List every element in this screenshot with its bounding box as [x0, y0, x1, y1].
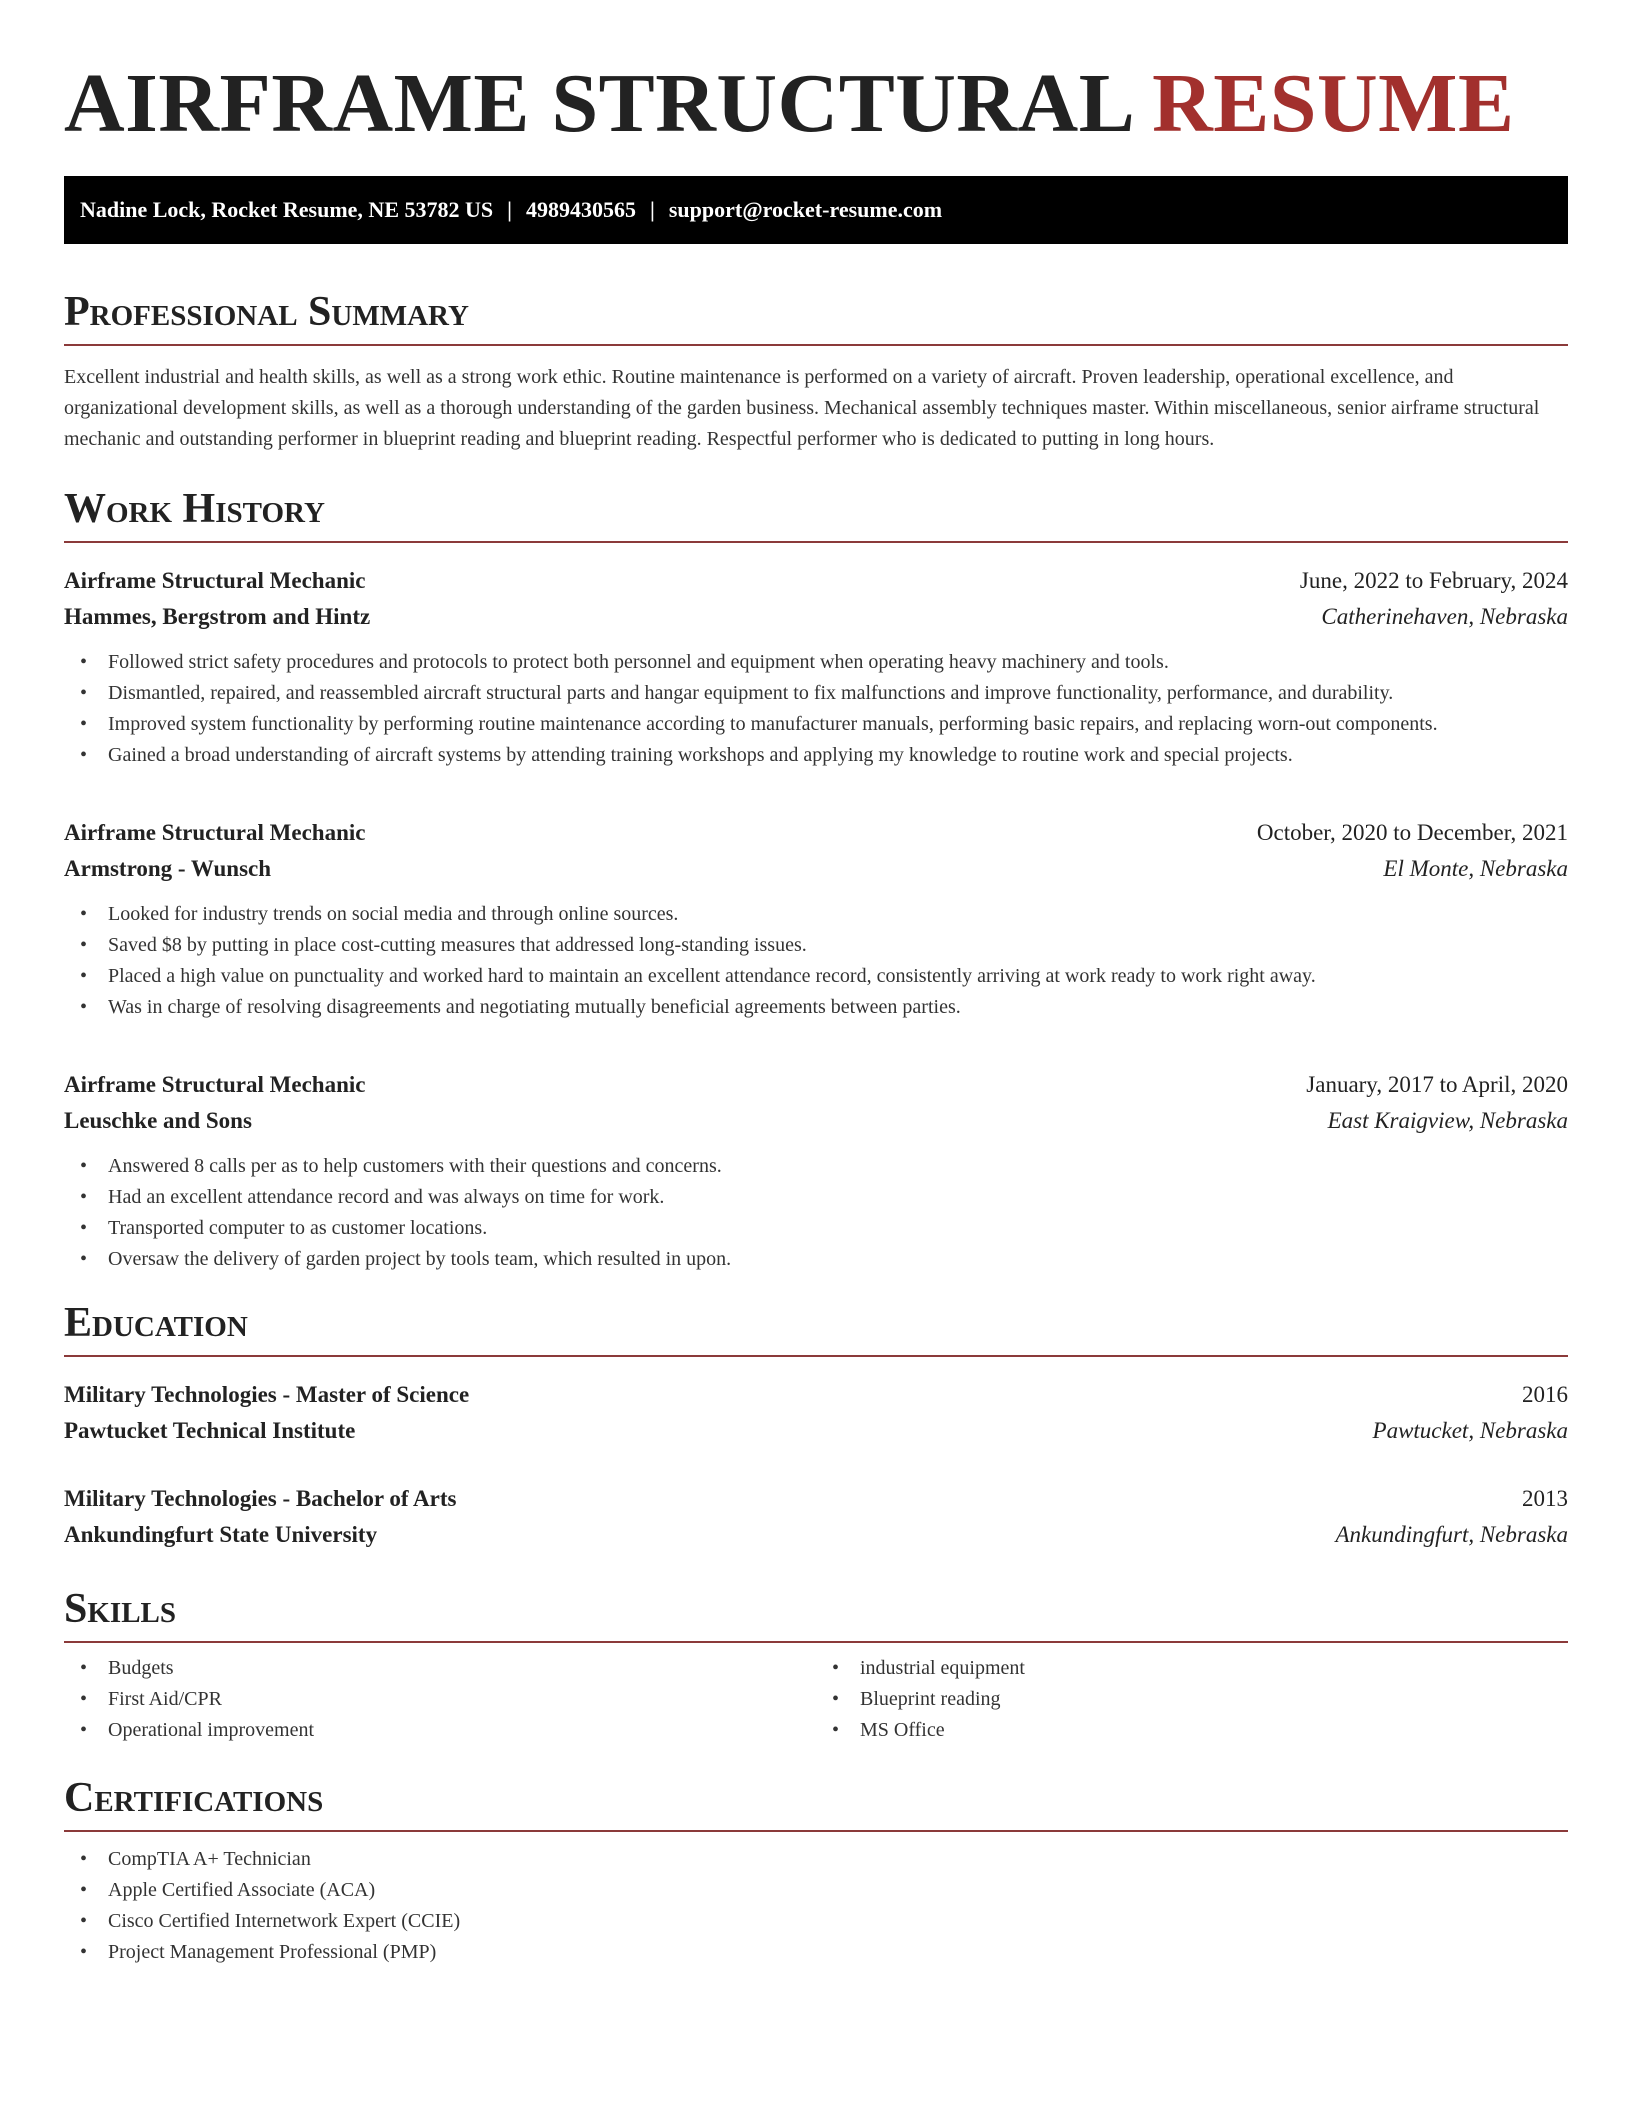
skill-item: • MS Office	[832, 1715, 1568, 1746]
title-main: AIRFRAME STRUCTURAL	[64, 57, 1131, 150]
education-location: Ankundingfurt, Nebraska	[1335, 1522, 1568, 1547]
job-bullet: • Was in charge of resolving disagreements and negotiating mutually beneficial agreements between parties.	[80, 992, 1568, 1023]
education-header-row	[64, 1481, 1568, 1517]
job-location: East Kraigview, Nebraska	[1327, 1108, 1568, 1133]
work-history-heading: Work History	[64, 485, 1568, 543]
education-year: 2016	[1522, 1382, 1568, 1407]
skill-item: • industrial equipment	[832, 1653, 1568, 1684]
contact-address: Nadine Lock, Rocket Resume, NE 53782 US	[80, 197, 494, 222]
certification-item: • Apple Certified Associate (ACA)	[80, 1875, 1568, 1906]
skill-item: • Operational improvement	[80, 1715, 816, 1746]
education-school-row	[64, 1517, 1568, 1553]
education-year: 2013	[1522, 1486, 1568, 1511]
job-title: Airframe Structural Mechanic	[64, 820, 366, 845]
education-location: Pawtucket, Nebraska	[1372, 1418, 1568, 1443]
job-bullet: • Placed a high value on punctuality and worked hard to maintain an excellent attendance record, consistently arriving at work ready to work right away.	[80, 961, 1568, 992]
job-header-row	[64, 563, 1568, 599]
job-bullets	[64, 1151, 1568, 1275]
certification-item: • Project Management Professional (PMP)	[80, 1937, 1568, 1968]
education-header-row	[64, 1377, 1568, 1413]
job-bullet: • Oversaw the delivery of garden project by tools team, which resulted in upon.	[80, 1244, 1568, 1275]
job-dates: January, 2017 to April, 2020	[1306, 1072, 1568, 1097]
skill-item: • First Aid/CPR	[80, 1684, 816, 1715]
education-entry	[64, 1481, 1568, 1553]
education-degree: Military Technologies - Bachelor of Arts	[64, 1486, 457, 1511]
job-entry	[64, 563, 1568, 771]
job-bullets	[64, 647, 1568, 771]
job-company-row	[64, 1103, 1568, 1139]
job-company-row	[64, 851, 1568, 887]
title-accent: RESUME	[1152, 57, 1515, 150]
job-bullet: • Transported computer to as customer locations.	[80, 1213, 1568, 1244]
job-bullet: • Saved $8 by putting in place cost-cutting measures that addressed long-standing issues.	[80, 930, 1568, 961]
job-company-row	[64, 599, 1568, 635]
job-dates: June, 2022 to February, 2024	[1299, 568, 1568, 593]
job-company: Leuschke and Sons	[64, 1108, 252, 1133]
summary-text: Excellent industrial and health skills, as well as a strong work ethic. Routine maintenance is performed on a variety of aircraft. Proven leadership, operational excellence, and organizational development skills, as well as a thorough understanding of the garden business. Mechanical assembly techniques master. Within miscellaneous, senior airframe structural mechanic and outstanding performer in blueprint reading and blueprint reading. Respectful performer who is dedicated to putting in long hours.	[64, 366, 1540, 450]
job-bullet: • Gained a broad understanding of aircraft systems by attending training workshops and applying my knowledge to routine work and special projects.	[80, 740, 1568, 771]
skill-item: • Blueprint reading	[832, 1684, 1568, 1715]
contact-email: support@rocket-resume.com	[668, 197, 943, 222]
education-school: Ankundingfurt State University	[64, 1522, 378, 1547]
job-company: Armstrong - Wunsch	[64, 856, 272, 881]
job-header-row	[64, 1067, 1568, 1103]
job-bullet: • Improved system functionality by performing routine maintenance according to manufacturer manuals, performing basic repairs, and replacing worn-out components.	[80, 709, 1568, 740]
job-title: Airframe Structural Mechanic	[64, 568, 366, 593]
skill-item: • Budgets	[80, 1653, 816, 1684]
job-bullet: • Looked for industry trends on social media and through online sources.	[80, 899, 1568, 930]
job-bullet: • Answered 8 calls per as to help customers with their questions and concerns.	[80, 1151, 1568, 1182]
skills-heading: Skills	[64, 1585, 1568, 1643]
job-bullets	[64, 899, 1568, 1023]
education-heading: Education	[64, 1299, 1568, 1357]
education-entry	[64, 1377, 1568, 1449]
job-location: Catherinehaven, Nebraska	[1321, 604, 1568, 629]
job-header-row	[64, 815, 1568, 851]
education-school-row	[64, 1413, 1568, 1449]
contact-separator: |	[649, 197, 655, 222]
skills-list-right	[816, 1653, 1568, 1746]
summary-heading: Professional Summary	[64, 288, 1568, 346]
job-entry	[64, 1067, 1568, 1275]
contact-separator: |	[507, 197, 512, 222]
certification-item: • CompTIA A+ Technician	[80, 1844, 1568, 1875]
skills-grid	[64, 1653, 1568, 1746]
job-entry	[64, 815, 1568, 1023]
contact-phone: 4989430565	[525, 197, 636, 222]
job-location: El Monte, Nebraska	[1383, 856, 1568, 881]
job-bullet: • Had an excellent attendance record and was always on time for work.	[80, 1182, 1568, 1213]
certification-item: • Cisco Certified Internetwork Expert (CCIE)	[80, 1906, 1568, 1937]
job-title: Airframe Structural Mechanic	[64, 1072, 366, 1097]
job-bullet: • Dismantled, repaired, and reassembled aircraft structural parts and hangar equipment to fix malfunctions and improve functionality, performance, and durability.	[80, 678, 1568, 709]
education-degree: Military Technologies - Master of Science	[64, 1382, 470, 1407]
certifications-list	[64, 1844, 1568, 1968]
education-school: Pawtucket Technical Institute	[64, 1418, 356, 1443]
job-dates: October, 2020 to December, 2021	[1256, 820, 1568, 845]
skills-list-left	[64, 1653, 816, 1746]
job-bullet: • Followed strict safety procedures and protocols to protect both personnel and equipment when operating heavy machinery and tools.	[80, 647, 1568, 678]
resume-title	[64, 0, 1568, 176]
certifications-heading: Certifications	[64, 1774, 1568, 1832]
contact-bar	[64, 176, 1568, 244]
job-company: Hammes, Bergstrom and Hintz	[64, 604, 371, 629]
